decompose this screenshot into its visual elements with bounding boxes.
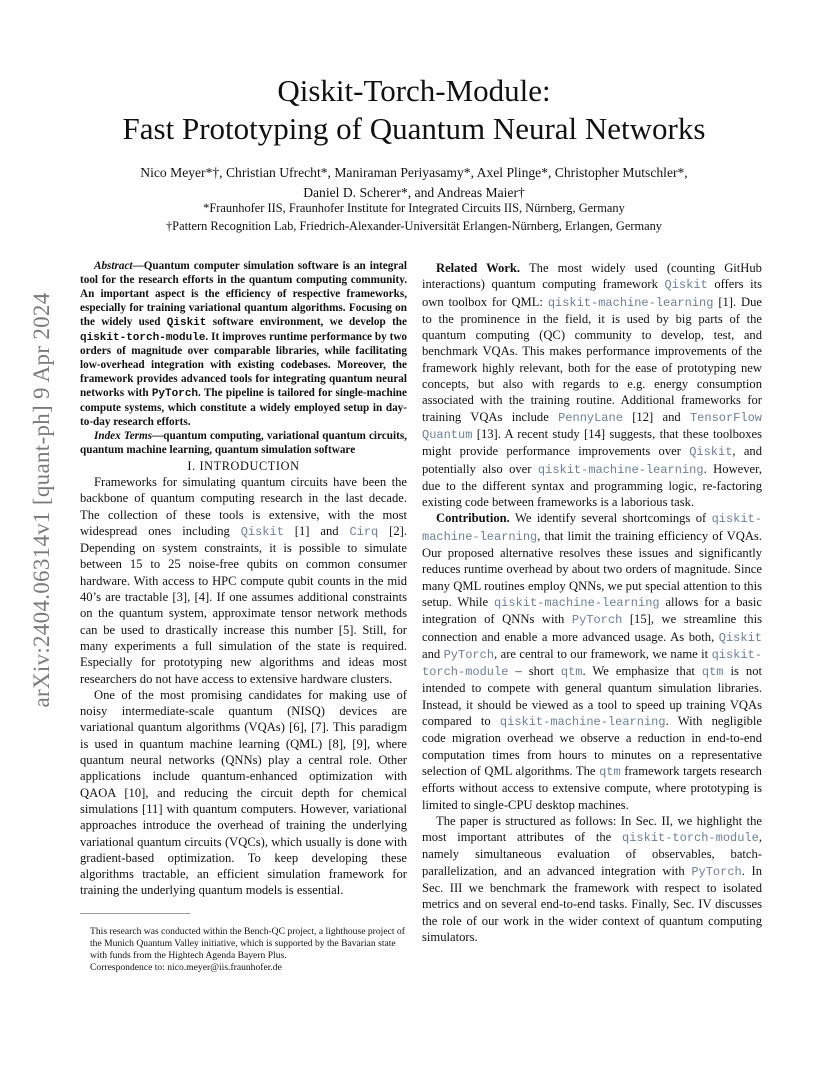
ct-text-9: is not intended to compete with general quantum simulation libraries. Instead, it should be viewed as a tool to speed up training VQAs compared to	[422, 664, 762, 729]
rw-text-6: , and potentially also over	[422, 444, 763, 476]
title-line-1: Qiskit-Torch-Module:	[277, 73, 551, 108]
ct-text-8: . We emphasize that	[582, 664, 702, 679]
ct-text-6: , are central to our framework, we name it	[494, 646, 712, 661]
structure-paragraph	[422, 813, 762, 945]
contribution-paragraph	[422, 510, 762, 812]
footnote-rule	[80, 913, 190, 914]
ct-text-1: We identify several shortcomings of	[509, 511, 712, 526]
right-column	[422, 260, 762, 945]
abstract-text-3: . It improves runtime performance by two orders of magnitude over comparable libraries, while facilitating low-overhead integration with existing codebases. Moreover, the framework provides advanced tools for integrating quantum neural networks with	[80, 330, 407, 400]
st-text-2: , namely simultaneous evaluation of observables, batch-parallelization, and an advanced integration with	[422, 830, 762, 878]
footnote-funding: This research was conducted within the Bench-QC project, a lighthouse project of the Munich Quantum Valley initiative, which is supported by the Bavarian state with funds from the Hightech Agenda Bayern Plus.	[90, 925, 405, 961]
intro-p1-text-1: Frameworks for simulating quantum circuits have been the backbone of quantum computing research in the last decade. The collection of these tools is extensive, with the most widespread ones including	[80, 474, 407, 538]
rw-code-5: Qiskit	[689, 445, 733, 460]
intro-paragraph-1	[80, 474, 407, 687]
ct-code-4: Qiskit	[718, 630, 762, 645]
ct-code-10: qtm	[599, 764, 621, 779]
ct-text-7: – short	[508, 664, 561, 679]
authors-line-1: Nico Meyer*†, Christian Ufrecht*, Maniraman Periyasamy*, Axel Plinge*, Christopher Mutschler*,	[140, 165, 688, 180]
affiliations	[60, 199, 768, 235]
st-text-3: . In Sec. III we benchmark the framework with respect to isolated metrics and on several end-to-end tasks. Finally, Sec. IV discusses the role of our work in the wider context of quantum computing simulators.	[422, 863, 762, 944]
rw-text-7: . However, due to the different syntax and programming logic, re-factoring existing code between frameworks is a laborious task.	[422, 461, 762, 510]
rw-text-3: [1]. Due to the prominence in the field, it is used by big parts of the quantum computing (QC) community to develop, test, and benchmark VQAs. This makes performance improvements of the framework highly relevant, both for the ease of prototyping new concepts, but also with regards to e.g. energy consumption associated with the training routine. Additional frameworks for training VQAs include	[422, 294, 762, 424]
ct-code-1: qiskit-machine-learning	[422, 512, 762, 544]
st-text-1: The paper is structured as follows: In Sec. II, we highlight the most important attributes of the	[422, 813, 762, 845]
index-terms-dash: —	[152, 429, 164, 442]
ct-code-6: qiskit-torch-module	[422, 647, 762, 680]
link-qiskit: Qiskit	[240, 524, 284, 539]
rw-code-6: qiskit-machine-learning	[537, 462, 704, 477]
rw-text-2: offers its own toolbox for QML:	[422, 277, 762, 309]
intro-p1-text-2: [1] and	[283, 523, 350, 538]
ct-code-7: qtm	[560, 665, 583, 680]
ct-text-3: allows for a basic integration of QNNs with	[422, 594, 763, 627]
rw-text-1: The most widely used (counting GitHub interactions) quantum computing framework	[422, 261, 762, 292]
related-work-label: Related Work.	[436, 261, 521, 275]
footnote	[80, 926, 407, 974]
rw-code-4: TensorFlow Quantum	[422, 410, 762, 442]
section-heading-introduction: I. INTRODUCTION	[187, 458, 300, 473]
index-terms-text: quantum computing, variational quantum circuits, quantum machine learning, quantum simulation software	[80, 429, 407, 456]
rw-text-5: [13]. A recent study [14] suggests, that these toolboxes might provide performance improvements over	[422, 426, 762, 459]
rw-code-3: PennyLane	[558, 410, 623, 425]
abstract-code-module: qiskit-torch-module	[80, 331, 206, 344]
left-column	[80, 260, 407, 974]
abstract-code-pytorch: PyTorch	[151, 388, 199, 401]
ct-code-9: qiskit-machine-learning	[499, 715, 666, 730]
ct-text-5: and	[422, 646, 444, 661]
ct-code-3: PyTorch	[571, 613, 623, 628]
abstract	[80, 260, 407, 430]
link-cirq: Cirq	[349, 524, 379, 539]
ct-text-2: , that limit the training efficiency of VQAs. Our proposed alternative resolves these issues and significantly reduces runtime overhead by about two orders of magnitude. Since many QML routines employ QNNs, we put special attention to this setup. While	[422, 528, 762, 609]
st-code-1: qiskit-torch-module	[622, 831, 759, 846]
ct-code-8: qtm	[701, 665, 724, 680]
abstract-text-2: software environment, we develop the	[206, 315, 407, 328]
intro-paragraph-2: One of the most promising candidates for making use of noisy intermediate-scale quantum (NISQ) devices are variational quantum algorithms (VQAs) [6], [7]. This paradigm is used in quantum machine learning (QML) [8], [9], where quantum neural networks (QNNs) play a central role. Other applications include quantum-enhanced optimization with QAOA [10], and reducing the circuit depth for chemical simulations [11] with quantum computers. However, variational approaches introduce the overhead of training the underlying variational quantum circuits (VQCs), which usually is done with gradient-based optimization. To keep developing these algorithms tractable, an efficient simulation framework for training the underlying quantum models is essential.	[80, 687, 407, 898]
paper-title	[60, 72, 768, 148]
rw-code-1: Qiskit	[664, 278, 708, 293]
abstract-text-4: . The pipeline is tailored for single-machine compute systems, which constitute a widely employed setup in day-to-day research efforts.	[80, 387, 407, 428]
author-list	[60, 163, 768, 203]
related-work-paragraph	[422, 260, 762, 510]
affiliation-1: *Fraunhofer IIS, Fraunhofer Institute for Integrated Circuits IIS, Nürnberg, Germany	[203, 201, 625, 215]
authors-line-2: Daniel D. Scherer*, and Andreas Maier†	[303, 185, 525, 200]
ct-text-10: . With negligible code migration overhead we observe a reduction in end-to-end computation times from hours to minutes on a representative selection of QML algorithms. The	[422, 714, 762, 778]
ct-code-2: qiskit-machine-learning	[493, 595, 660, 610]
rw-text-4: [12] and	[622, 409, 690, 424]
arxiv-id-text: arXiv:2404.06314v1 [quant-ph] 9 Apr 2024	[29, 292, 54, 708]
index-terms-label: Index Terms	[94, 429, 153, 442]
abstract-dash: —	[132, 260, 144, 272]
rw-code-2: qiskit-machine-learning	[547, 295, 714, 310]
contribution-label: Contribution.	[436, 511, 510, 526]
abstract-code-qiskit: Qiskit	[166, 316, 207, 329]
ct-text-11: framework targets research efforts without access to extensive compute, where prototyping is limited to single-CPU desktop machines.	[422, 763, 762, 812]
abstract-label: Abstract	[94, 260, 133, 272]
ct-code-5: PyTorch	[443, 647, 495, 662]
ct-text-4: [15], we streamline this connection and enable a more advanced usage. As both,	[422, 612, 763, 644]
abstract-text-1: Quantum computer simulation software is an integral tool for the research efforts in the quantum computing community. An important aspect is the efficiency of respective frameworks, especially for training variational quantum algorithms. Focusing on the widely used	[80, 260, 407, 328]
index-terms	[80, 430, 407, 458]
footnote-correspondence: Correspondence to: nico.meyer@iis.fraunhofer.de	[90, 961, 282, 973]
title-line-2: Fast Prototyping of Quantum Neural Networks	[122, 111, 706, 146]
st-code-2: PyTorch	[691, 864, 742, 879]
intro-p1-text-3: [2]. Depending on system constraints, it is possible to simulate between 15 to 25 noise-free qubits on common consumer hardware. With access to HPC compute qubit counts in the mid 40’s are tractable [3], [4]. If one assumes additional constraints on the quantum system, approximate tensor network methods can be used to drastically increase this number [5]. Still, for many experiments a full simulation of the state is required. Especially for prototyping new algorithms and ideas most researchers do not have access to extensive hardware clusters.	[80, 523, 407, 686]
affiliation-2: †Pattern Recognition Lab, Friedrich-Alexander-Universität Erlangen-Nürnberg, Erlangen, Germany	[165, 219, 662, 233]
